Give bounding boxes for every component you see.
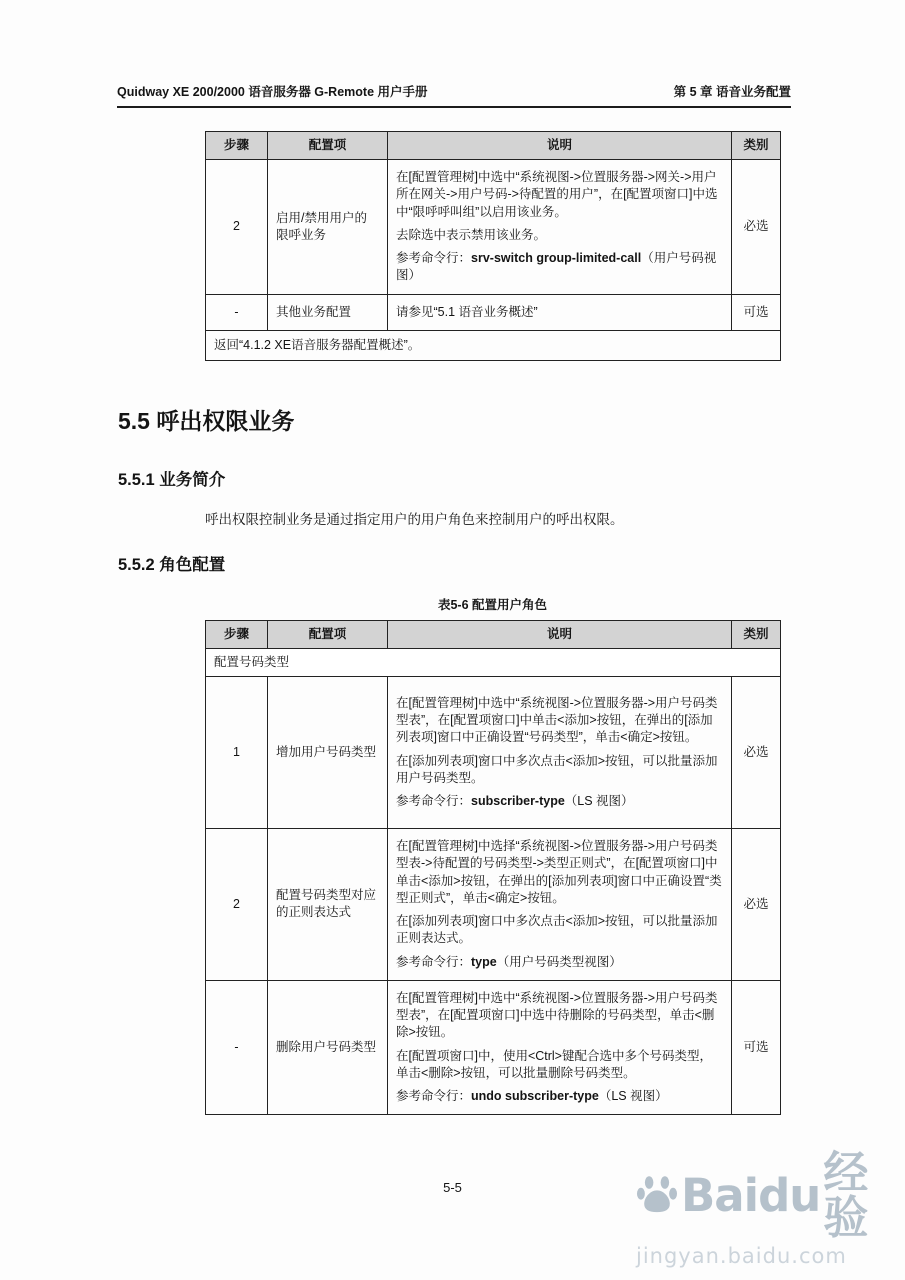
col-header-category: 类别: [732, 132, 781, 160]
table-header-row: [206, 132, 781, 160]
command-suffix: （用户号码视图）: [396, 251, 717, 283]
col-header-desc: 说明: [388, 621, 732, 649]
desc-command-line: [396, 954, 723, 971]
desc-cell: [388, 829, 732, 981]
subsection-heading-intro: 5.5.1 业务简介: [118, 471, 226, 489]
col-header-step: 步骤: [206, 621, 268, 649]
col-header-item: 配置项: [268, 621, 388, 649]
item-cell: 启用/禁用用户的限呼业务: [268, 160, 388, 295]
table-caption: 表5-6 配置用户角色: [437, 598, 548, 612]
section-heading: 5.5 呼出权限业务: [118, 408, 295, 434]
command-prefix: 参考命令行：: [396, 251, 472, 265]
table-row: [206, 294, 781, 330]
desc-cell: [388, 677, 732, 829]
baidu-watermark: [636, 1146, 905, 1268]
table-row: [206, 160, 781, 295]
page-header: [117, 82, 791, 108]
item-cell: 增加用户号码类型: [268, 677, 388, 829]
step-cell: 2: [206, 160, 268, 295]
col-header-step: 步骤: [206, 132, 268, 160]
command-prefix: 参考命令行：: [396, 954, 472, 969]
table-row: [206, 677, 781, 829]
desc-paragraph: 在[添加列表项]窗口中多次点击<添加>按钮，可以批量添加正则表达式。: [396, 914, 718, 946]
desc-paragraph: 在[添加列表项]窗口中多次点击<添加>按钮，可以批量添加用户号码类型。: [396, 753, 718, 785]
desc-cell: [388, 294, 732, 330]
command-suffix: （LS 视图）: [598, 1089, 668, 1103]
chapter-title: 第 5 章 语音业务配置: [673, 85, 791, 99]
desc-cell: [388, 980, 732, 1115]
command-prefix: 参考命令行：: [396, 1089, 472, 1103]
category-cell: 必选: [732, 677, 781, 829]
item-cell: 其他业务配置: [268, 294, 388, 330]
category-cell: 必选: [732, 829, 781, 981]
baidu-watermark-url: jingyan.baidu.com: [636, 1244, 847, 1268]
col-header-category: 类别: [732, 621, 781, 649]
desc-paragraph: 在[配置管理树]中选中“系统视图->位置服务器->用户号码类型表”，在[配置项窗口]中选中待删除的号码类型，单击<删除>按钮。: [396, 990, 718, 1040]
table-row: [206, 980, 781, 1115]
desc-command-line: [396, 793, 723, 810]
command-text: type: [471, 954, 497, 969]
command-text: subscriber-type: [471, 794, 565, 808]
desc-cell: [388, 160, 732, 295]
table-footer-link: 返回“4.1.2 XE语音服务器配置概述”。: [206, 330, 781, 360]
baidu-watermark-suffix: 经验: [823, 1146, 868, 1244]
col-header-item: 配置项: [268, 132, 388, 160]
baidu-watermark-text: Baidu: [681, 1168, 821, 1222]
table-subheader-row: [206, 649, 781, 677]
command-text: undo subscriber-type: [471, 1089, 599, 1103]
desc-paragraph: 在[配置管理树]中选择“系统视图->位置服务器->用户号码类型表->待配置的号码类型->类型正则式”，在[配置项窗口]中单击<添加>按钮，在弹出的[添加列表项]窗口中正确设置“类型正则式”，单击<确定>按钮。: [396, 839, 722, 905]
step-cell: -: [206, 294, 268, 330]
baidu-paw-icon: [636, 1174, 678, 1216]
step-cell: 1: [206, 677, 268, 829]
desc-paragraph: 在[配置管理树]中选中“系统视图->位置服务器->网关->用户所在网关->用户号码->待配置的用户”，在[配置项窗口]中选中“限呼呼叫组”以启用该业务。: [396, 170, 718, 219]
item-cell: 配置号码类型对应的正则表达式: [268, 829, 388, 981]
desc-paragraph: 去除选中表示禁用该业务。: [396, 227, 547, 242]
config-table-1-container: [205, 131, 781, 361]
item-cell: 删除用户号码类型: [268, 980, 388, 1115]
category-cell: 可选: [732, 980, 781, 1115]
command-prefix: 参考命令行：: [396, 794, 472, 808]
command-suffix: （LS 视图）: [564, 794, 634, 808]
command-text: srv-switch group-limited-call: [471, 251, 642, 265]
config-table-2-container: [205, 620, 781, 1115]
table-row: [206, 829, 781, 981]
category-cell: 可选: [732, 294, 781, 330]
category-cell: 必选: [732, 160, 781, 295]
desc-command-line: [396, 250, 723, 285]
intro-paragraph: 呼出权限控制业务是通过指定用户的用户角色来控制用户的呼出权限。: [205, 512, 624, 527]
desc-command-line: [396, 1088, 723, 1105]
manual-title: Quidway XE 200/2000 语音服务器 G-Remote 用户手册: [117, 85, 428, 99]
user-role-config-table: [205, 620, 781, 1115]
desc-paragraph: 在[配置管理树]中选中“系统视图->位置服务器->用户号码类型表”，在[配置项窗口]中单击<添加>按钮，在弹出的[添加列表项]窗口中正确设置“号码类型”，单击<确定>按钮。: [396, 695, 718, 745]
step-cell: -: [206, 980, 268, 1115]
baidu-watermark-brand: [636, 1146, 905, 1244]
subsection-heading-role: 5.5.2 角色配置: [118, 556, 226, 574]
command-suffix: （用户号码类型视图）: [496, 954, 622, 969]
step-cell: 2: [206, 829, 268, 981]
table-header-row: [206, 621, 781, 649]
desc-paragraph: 请参见“5.1 语音业务概述”: [396, 304, 538, 319]
col-header-desc: 说明: [388, 132, 732, 160]
desc-paragraph: 在[配置项窗口]中，使用<Ctrl>键配合选中多个号码类型，单击<删除>按钮，可以批量删除号码类型。: [396, 1048, 712, 1080]
page-number: 5-5: [443, 1180, 462, 1195]
table-footer-row: [206, 330, 781, 360]
table-subheader: 配置号码类型: [206, 649, 781, 677]
voice-service-config-table: [205, 131, 781, 361]
